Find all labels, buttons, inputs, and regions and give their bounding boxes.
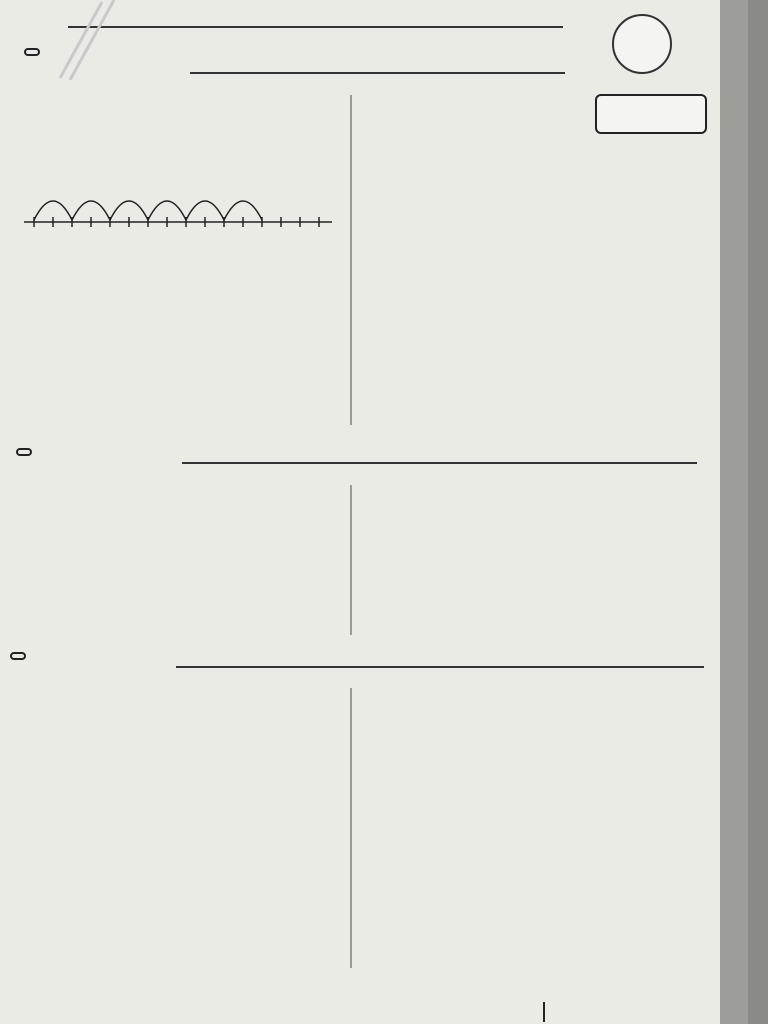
set-a-label: [24, 48, 40, 56]
set-c-divider: [350, 688, 352, 968]
set-b-rule: [182, 462, 697, 464]
set-a-rule: [190, 72, 565, 74]
reteaching-badge: [595, 94, 707, 134]
set-c-label: [10, 652, 26, 660]
set-a-divider: [350, 95, 352, 425]
footer-divider: [543, 1002, 545, 1022]
name-line: [68, 26, 563, 28]
set-c-rule: [176, 666, 704, 668]
paperclip-icon: [40, 0, 130, 80]
topic-badge: [612, 14, 672, 74]
set-b-divider: [350, 485, 352, 635]
number-line: [18, 190, 338, 230]
set-b-label: [16, 448, 32, 456]
